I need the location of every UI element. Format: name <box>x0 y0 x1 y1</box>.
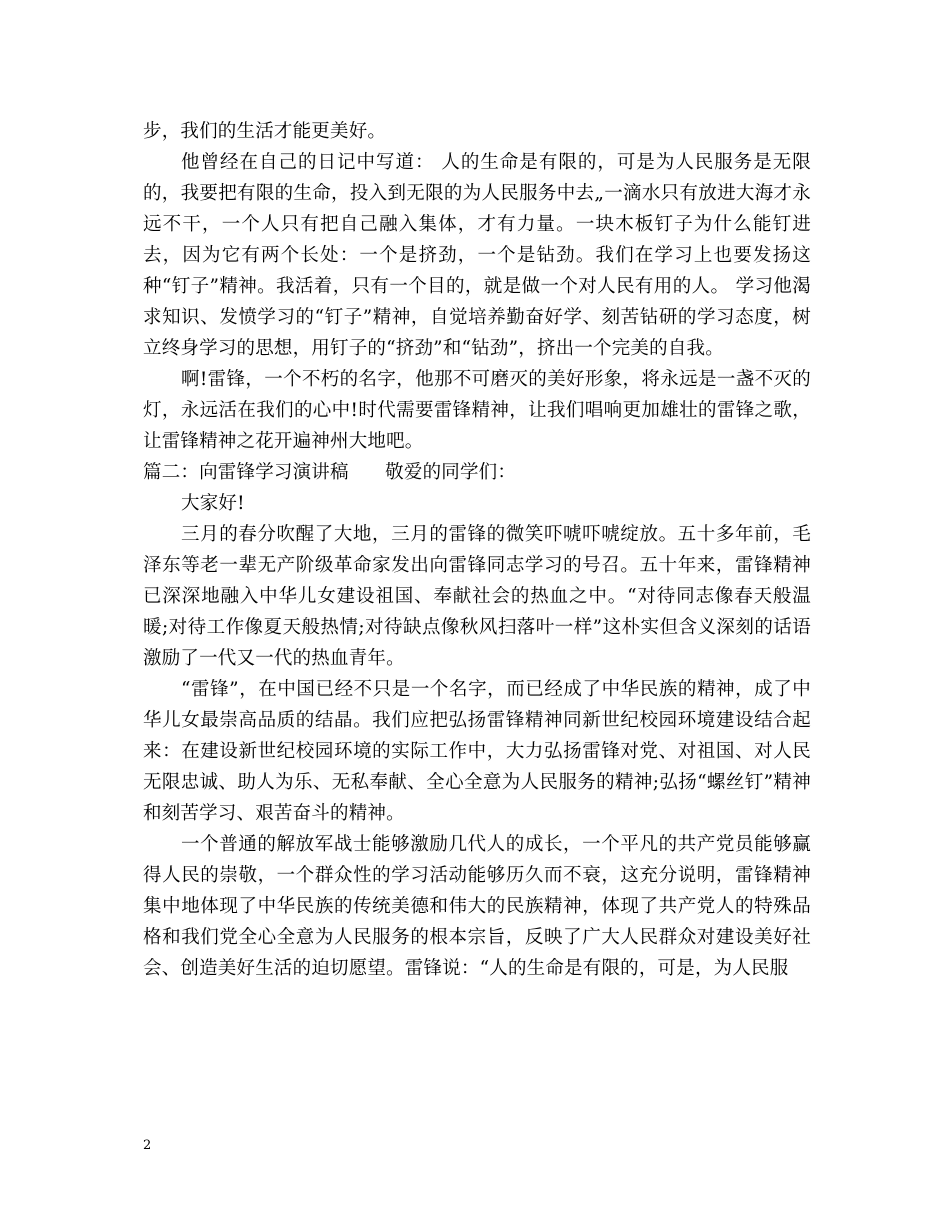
paragraph-ordinary-soldier: 一个普通的解放军战士能够激励几代人的成长，一个平凡的共产党员能够赢得人民的崇敬，一个群众性的学习活动能够历久而不衰，这充分说明，雷锋精神集中地体现了中华民族的传统美德和伟大的民族精神，体现了共产党人的特殊品格和我们党全心全意为人民服务的根本宗旨，反映了广大人民群众对建设美好社会、创造美好生活的迫切愿望。雷锋说：“人的生命是有限的，可是，为人民服 <box>143 834 811 979</box>
paragraph-march-spring: 三月的春分吹醒了大地，三月的雷锋的微笑吓唬吓唬绽放。五十多年前，毛泽东等老一辈无产阶级革命家发出向雷锋同志学习的号召。五十年来，雷锋精神已深深地融入中华儿女建设祖国、奉献社会的热血之中。“对待同志像春天般温暖;对待工作像夏天般热情;对待缺点像秋风扫落叶一样”这朴实但含义深刻的话语激励了一代又一代的热血青年。 <box>143 524 811 669</box>
paragraph-continuation: 步，我们的生活才能更美好。 <box>143 121 387 142</box>
page-number: 2 <box>143 1138 152 1153</box>
section-heading: 篇二：向雷锋学习演讲稿 敬爱的同学们： <box>143 462 517 483</box>
paragraph-diary-quote: 他曾经在自己的日记中写道： 人的生命是有限的，可是为人民服务是无限的，我要把有限的生命，投入到无限的为人民服务中去„一滴水只有放进大海才永远不干，一个人只有把自己融入集体，才有力量。一块木板钉子为什么能钉进去，因为它有两个长处：一个是挤劲，一个是钻劲。我们在学习上也要发扬这种“钉子”精神。我活着，只有一个目的，就是做一个对人民有用的人。 学习他渴求知识、发愤学习的“钉子”精神，自觉培养勤奋好学、刻苦钻研的学习态度，树立终身学习的思想，用钉子的“挤劲”和“钻劲”，挤出一个完美的自我。 <box>143 152 811 359</box>
paragraph-greeting: 大家好! <box>181 493 245 514</box>
document-body <box>143 116 811 984</box>
paragraph-immortal-name: 啊!雷锋，一个不朽的名字，他那不可磨灭的美好形象，将永远是一盏不灭的灯，永远活在我们的心中!时代需要雷锋精神，让我们唱响更加雄壮的雷锋之歌，让雷锋精神之花开遍神州大地吧。 <box>143 369 811 452</box>
paragraph-lei-feng-spirit: “雷锋”，在中国已经不只是一个名字，而已经成了中华民族的精神，成了中华儿女最崇高品质的结晶。我们应把弘扬雷锋精神同新世纪校园环境建设结合起来：在建设新世纪校园环境的实际工作中，大力弘扬雷锋对党、对祖国、对人民无限忠诚、助人为乐、无私奉献、全心全意为人民服务的精神;弘扬“螺丝钉”精神和刻苦学习、艰苦奋斗的精神。 <box>143 679 811 824</box>
